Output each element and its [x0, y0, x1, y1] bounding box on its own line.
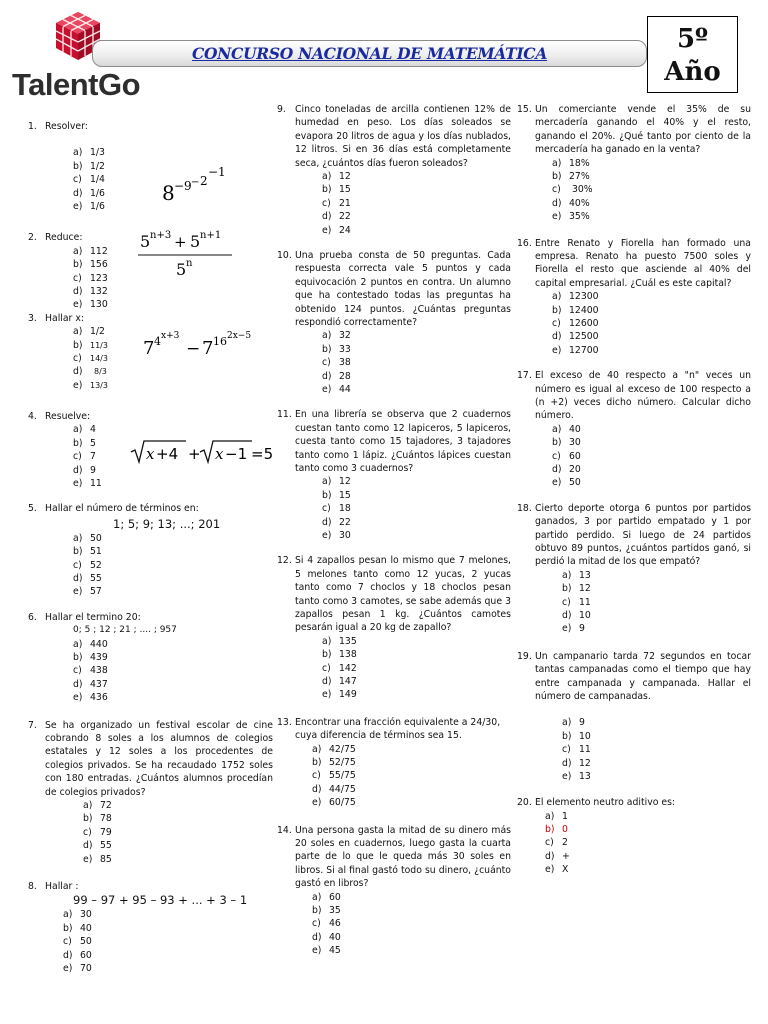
expression-image: [130, 438, 274, 468]
question-8: [28, 880, 273, 975]
option-e[interactable]: e) 12700: [552, 344, 599, 356]
svg-text:7: 7: [143, 337, 155, 359]
option-b[interactable]: b) 52/75: [312, 756, 356, 768]
option-e[interactable]: e) 60/75: [312, 797, 356, 809]
question-13: [277, 716, 511, 810]
option-b[interactable]: b) 40: [63, 922, 92, 934]
options-list: [322, 329, 511, 396]
option-d[interactable]: d) 55: [83, 840, 112, 852]
option-d[interactable]: d) 1/6: [73, 187, 105, 199]
option-b[interactable]: b) 11/3: [73, 339, 108, 351]
option-d[interactable]: d) 20: [552, 463, 581, 475]
question-number: 6.: [28, 611, 37, 623]
question-15: [517, 103, 751, 224]
option-e[interactable]: e) 70: [63, 962, 92, 974]
option-a[interactable]: a) 1/2: [73, 326, 105, 338]
question-number: 13.: [277, 716, 292, 728]
grade-label: Año: [664, 57, 721, 87]
expression-image: [138, 229, 248, 281]
option-e[interactable]: e) 13: [562, 770, 591, 782]
options-list: [552, 157, 751, 224]
svg-text:n+3: n+3: [150, 230, 172, 242]
options-list: [312, 743, 511, 810]
option-b-highlighted[interactable]: b) 0: [545, 824, 568, 836]
option-c[interactable]: c) 7: [73, 451, 96, 463]
question-number: 14.: [277, 824, 292, 836]
question-number: 12.: [277, 555, 292, 567]
option-c[interactable]: c) 46: [312, 918, 341, 930]
option-a[interactable]: a) 12: [322, 476, 351, 488]
grade-number: 5º: [676, 24, 709, 54]
svg-text:=5: =5: [251, 445, 274, 464]
option-e[interactable]: e) 11: [73, 478, 102, 490]
option-b[interactable]: b) 10: [562, 730, 591, 742]
question-text: Una prueba consta de 50 preguntas. Cada respuesta correcta vale 5 puntos y cada equivocación 2 puntos en contra. Un alumno que ha contestado todas las preguntas ha obtenido 124 puntos. ¿Cuántas preguntas respondió correctamente?: [295, 249, 511, 329]
option-c[interactable]: c) 11: [562, 744, 591, 756]
question-text: Si 4 zapallos pesan lo mismo que 7 melones, 5 melones tanto como 12 yucas, 2 yucas tanto como 7 choclos y 18 choclos pesan tanto como 3 camotes, se sabe además que 3 zapallos pesan 1 kg. ¿Cuántos camotes pesarán igual a 20 kg de zapallo?: [295, 555, 511, 634]
question-6: [28, 611, 273, 705]
question-10: [277, 249, 511, 396]
question-4: [28, 410, 273, 490]
question-number: 17.: [517, 370, 532, 382]
svg-text:n+1: n+1: [200, 230, 222, 242]
question-7: [28, 719, 273, 866]
question-number: 5.: [28, 503, 37, 515]
svg-text:5: 5: [140, 232, 151, 252]
question-text: Entre Renato y Fiorella han formado una empresa. Renato ha puesto 7500 soles y Fiorella el resto que asciende al 40% del capital empresarial. ¿Cuál es este capital?: [535, 237, 751, 289]
question-text: Resuelve:: [45, 411, 91, 423]
svg-text:n: n: [186, 258, 193, 270]
question-number: 19.: [517, 650, 532, 662]
option-a[interactable]: a) 18%: [552, 157, 590, 169]
option-d[interactable]: d) 10: [562, 609, 591, 621]
grade-box: [647, 16, 738, 93]
question-1: [28, 120, 273, 213]
option-e[interactable]: e) 44: [322, 383, 351, 395]
sequence: 99 – 97 + 95 – 93 + ... + 3 – 1: [73, 893, 248, 908]
options-list: [545, 810, 751, 877]
svg-text:7: 7: [202, 337, 214, 359]
option-e[interactable]: e) 436: [73, 692, 108, 704]
option-b[interactable]: b) 12: [562, 583, 591, 595]
option-c[interactable]: c) 11: [562, 596, 591, 608]
option-c[interactable]: c) 21: [322, 197, 351, 209]
page-title: CONCURSO NACIONAL DE MATEMÁTICA: [191, 44, 548, 63]
svg-text:+: +: [188, 445, 201, 464]
option-b[interactable]: b) 78: [83, 813, 112, 825]
option-b[interactable]: b) 30: [552, 437, 581, 449]
question-text: Encontrar una fracción equivalente a 24/30, cuya diferencia de términos sea 15.: [295, 716, 501, 742]
options-list: [73, 532, 273, 599]
option-b[interactable]: b) 1/2: [73, 160, 105, 172]
question-text: Hallar :: [45, 880, 79, 892]
option-c[interactable]: c) 142: [322, 662, 357, 674]
option-b[interactable]: b) 138: [322, 649, 357, 661]
options-list: [73, 638, 273, 705]
question-text: El exceso de 40 respecto a "n" veces un número es igual al exceso de 100 respecto a (n +2) veces dicho número. Calcular dicho número.: [535, 370, 751, 422]
svg-text:−: −: [186, 338, 201, 359]
option-e[interactable]: e) 35%: [552, 211, 590, 223]
option-c[interactable]: c) 50: [63, 936, 92, 948]
sequence: 0; 5 ; 12 ; 21 ; .... ; 957: [73, 625, 177, 636]
option-b[interactable]: b) 5: [73, 437, 96, 449]
expression-image: [143, 322, 268, 362]
question-number: 2.: [28, 232, 37, 244]
option-d[interactable]: d) 55: [73, 573, 102, 585]
option-b[interactable]: b) 35: [312, 904, 341, 916]
option-b[interactable]: b) 33: [322, 343, 351, 355]
options-list: [562, 569, 751, 636]
option-a[interactable]: a) 72: [83, 800, 112, 811]
option-c[interactable]: c) 55/75: [312, 770, 356, 782]
option-a[interactable]: a) 440: [73, 638, 108, 650]
svg-text:+: +: [174, 233, 187, 252]
option-b[interactable]: b) 439: [73, 652, 108, 663]
question-19: [517, 650, 751, 784]
option-b[interactable]: b) 156: [73, 259, 108, 271]
option-d[interactable]: d) 437: [73, 678, 108, 690]
option-c[interactable]: c) 18: [322, 503, 351, 515]
option-e[interactable]: e) 13/3: [73, 379, 108, 391]
svg-text:−1: −1: [208, 165, 226, 179]
option-d[interactable]: d) 9: [73, 464, 96, 476]
question-number: 10.: [277, 249, 292, 261]
option-a[interactable]: a) 60: [312, 891, 341, 903]
question-number: 16.: [517, 237, 532, 249]
svg-text:16: 16: [213, 334, 227, 348]
option-e[interactable]: e) 149: [322, 689, 357, 701]
brand-name: TalentGo: [12, 67, 141, 102]
option-e[interactable]: e) 24: [322, 224, 351, 236]
question-text: Cierto deporte otorga 6 puntos por partidos ganados, 3 por partido empatado y 1 por partido perdido. Si luego de 24 partidos obtuvo 89 puntos, ¿cuántos partidos ganó, si perdió la mitad de los que empató?: [535, 502, 751, 568]
question-number: 20.: [517, 797, 532, 809]
svg-text:2x−5: 2x−5: [227, 330, 252, 341]
option-e[interactable]: e) 9: [562, 623, 585, 635]
option-e[interactable]: e) 130: [73, 299, 108, 311]
question-5: [28, 502, 273, 598]
question-number: 8.: [28, 880, 37, 892]
option-e[interactable]: e) 57: [73, 586, 102, 598]
option-c[interactable]: c) 60: [552, 450, 581, 462]
question-number: 15.: [517, 104, 532, 115]
question-11: [277, 408, 511, 542]
column-3: [517, 103, 751, 889]
svg-text:4: 4: [154, 334, 161, 348]
svg-text:2: 2: [200, 174, 208, 188]
option-a[interactable]: a) 30: [63, 909, 92, 921]
option-d[interactable]: d) +: [545, 850, 570, 862]
option-a[interactable]: a) 12: [322, 171, 351, 183]
question-17: [517, 369, 751, 490]
options-list: [322, 635, 511, 702]
option-d[interactable]: d) 147: [322, 675, 357, 687]
question-number: 1.: [28, 121, 37, 132]
option-d[interactable]: d) 132: [73, 285, 108, 297]
option-e[interactable]: e) 45: [312, 945, 341, 957]
question-text: Hallar el termino 20:: [45, 611, 141, 623]
option-a[interactable]: a) 42/75: [312, 743, 356, 755]
question-text: Se ha organizado un festival escolar de cine cobrando 8 soles a los alumnos de colegios estatales y 12 soles a los procedentes de colegios privados. Se ha recaudado 1752 soles con 180 entradas. ¿Cuántos alumnos procedían de colegios privados?: [45, 719, 273, 798]
option-c[interactable]: c) 12600: [552, 317, 599, 329]
options-list: [312, 891, 511, 958]
option-c[interactable]: c) 123: [73, 272, 108, 284]
question-12: [277, 554, 511, 701]
option-e[interactable]: e) 1/6: [73, 200, 105, 212]
option-d[interactable]: d) 60: [63, 949, 92, 961]
svg-text:x+3: x+3: [161, 330, 180, 341]
options-list: [322, 170, 511, 237]
options-list: [63, 908, 273, 975]
question-text: Resolver:: [45, 121, 88, 132]
options-list: [83, 799, 273, 866]
option-d[interactable]: d) 12500: [552, 331, 599, 343]
question-16: [517, 237, 751, 358]
column-2: [277, 103, 511, 970]
question-20: [517, 796, 751, 876]
question-text: Un campanario tarda 72 segundos en tocar tantas campanadas como el tiempo que hay entre campanada y campanada. Hallar el número de campanadas.: [535, 650, 751, 702]
option-e[interactable]: e) 50: [552, 477, 581, 489]
option-b[interactable]: b) 15: [322, 489, 351, 501]
options-list: [552, 290, 751, 357]
option-d[interactable]: d) 8/3: [73, 366, 107, 378]
option-c[interactable]: c) 79: [83, 826, 112, 838]
question-2: [28, 231, 273, 311]
option-a[interactable]: a) 1/3: [73, 147, 105, 159]
question-text: Reduce:: [45, 232, 83, 244]
question-3: [28, 312, 273, 392]
option-a[interactable]: a) 135: [322, 635, 357, 647]
option-b[interactable]: b) 27%: [552, 171, 590, 183]
option-a[interactable]: a) 9: [562, 717, 585, 729]
options-list: [322, 475, 511, 542]
option-c[interactable]: c) 14/3: [73, 352, 108, 364]
question-text: Una persona gasta la mitad de su dinero más 20 soles en cuadernos, luego gasta la cuarta parte de lo que le queda más 30 soles en libros. Si al final gastó todo su dinero, ¿cuánto gastó en libros?: [295, 824, 511, 890]
option-a[interactable]: a) 112: [73, 245, 108, 257]
option-c[interactable]: c) 2: [545, 837, 568, 849]
option-b[interactable]: b) 15: [322, 184, 351, 196]
question-number: 18.: [517, 502, 532, 514]
question-18: [517, 502, 751, 636]
option-a[interactable]: a) 13: [562, 569, 591, 581]
svg-text:+4: +4: [156, 445, 179, 464]
question-text: Hallar x:: [45, 312, 84, 324]
option-a[interactable]: a) 40: [552, 423, 581, 435]
question-text: El elemento neutro aditivo es:: [535, 797, 676, 809]
svg-text:x: x: [215, 445, 224, 464]
option-d[interactable]: d) 40: [312, 931, 341, 943]
option-e[interactable]: e) 30: [322, 529, 351, 541]
question-number: 9.: [277, 104, 286, 115]
option-a[interactable]: a) 32: [322, 330, 351, 342]
option-c[interactable]: c) 52: [73, 559, 102, 571]
option-e[interactable]: e) 85: [83, 853, 112, 865]
option-c[interactable]: c) 1/4: [73, 174, 105, 186]
option-c[interactable]: c) 438: [73, 665, 108, 677]
question-text: En una librería se observa que 2 cuadernos cuestan tanto como 12 lapiceros, 5 lapiceros, cuesta tanto como 15 tajadores, 3 tajadores tanto como 1 lápiz. ¿Cuántos lápices cuestan tanto como 3 cuadernos?: [295, 409, 511, 474]
svg-text:8: 8: [162, 181, 175, 205]
option-d[interactable]: d) 22: [322, 516, 351, 528]
option-a[interactable]: a) 1: [545, 810, 568, 822]
option-b[interactable]: b) 51: [73, 546, 102, 558]
svg-text:−1: −1: [225, 445, 248, 464]
options-list: [562, 716, 751, 783]
option-a[interactable]: a) 50: [73, 532, 102, 544]
option-d[interactable]: d) 22: [322, 211, 351, 223]
option-c[interactable]: c) 38: [322, 357, 351, 369]
svg-text:5: 5: [176, 260, 187, 280]
question-14: [277, 824, 511, 958]
option-e[interactable]: e) X: [545, 864, 569, 876]
svg-text:−9: −9: [174, 179, 192, 193]
option-a[interactable]: a) 4: [73, 424, 96, 436]
svg-text:−: −: [191, 177, 200, 188]
option-d[interactable]: d) 28: [322, 370, 351, 382]
title-banner: [92, 40, 647, 67]
expression-image: [160, 165, 270, 207]
sequence: 1; 5; 9; 13; ...; 201: [113, 516, 221, 531]
question-text: Hallar el número de términos en:: [45, 503, 199, 515]
option-d[interactable]: d) 44/75: [312, 783, 356, 795]
option-a[interactable]: a) 12300: [552, 291, 599, 303]
question-text: Un comerciante vende el 35% de su mercadería ganando el 40% y el resto, ganando el 20%. ¿Qué tanto por ciento de la mercadería ha ganado en la venta?: [535, 104, 751, 156]
question-number: 3.: [28, 312, 37, 324]
options-list: [552, 423, 751, 490]
question-number: 4.: [28, 411, 37, 423]
svg-text:5: 5: [190, 232, 201, 252]
option-c[interactable]: c) 30%: [552, 184, 593, 196]
question-text: Cinco toneladas de arcilla contienen 12% de humedad en peso. Los días soleados se evapora 20 litros de agua y los días nublados, 12 litros. Si en 36 días está completamente seca, ¿cuántos días fueron soleados?: [295, 104, 511, 169]
question-number: 11.: [277, 409, 292, 421]
option-d[interactable]: d) 40%: [552, 197, 590, 209]
option-b[interactable]: b) 12400: [552, 304, 599, 316]
question-9: [277, 103, 511, 237]
question-number: 7.: [28, 719, 37, 731]
option-d[interactable]: d) 12: [562, 757, 591, 769]
svg-text:x: x: [146, 445, 155, 464]
column-1: [28, 103, 273, 987]
